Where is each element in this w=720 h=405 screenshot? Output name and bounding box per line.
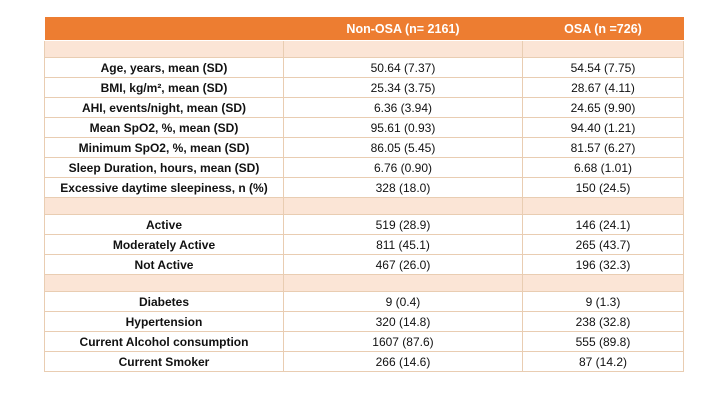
value-osa: 196 (32.3) <box>522 255 683 275</box>
row-label: Diabetes <box>45 292 284 312</box>
table-row <box>45 312 684 332</box>
value-non-osa: 328 (18.0) <box>283 178 522 198</box>
row-label: Current Alcohol consumption <box>45 332 284 352</box>
table-row <box>45 235 684 255</box>
header-cell-empty <box>45 17 284 41</box>
value-osa: 555 (89.8) <box>522 332 683 352</box>
row-label: Active <box>45 215 284 235</box>
value-osa: 94.40 (1.21) <box>522 118 683 138</box>
table-row <box>45 178 684 198</box>
value-osa: 28.67 (4.11) <box>522 78 683 98</box>
table-row <box>45 58 684 78</box>
table-row <box>45 292 684 312</box>
row-label: Age, years, mean (SD) <box>45 58 284 78</box>
row-label: AHI, events/night, mean (SD) <box>45 98 284 118</box>
row-label: Not Active <box>45 255 284 275</box>
table-row <box>45 98 684 118</box>
value-non-osa: 6.36 (3.94) <box>283 98 522 118</box>
characteristics-table <box>44 17 684 372</box>
row-label: Current Smoker <box>45 352 284 372</box>
value-non-osa: 811 (45.1) <box>283 235 522 255</box>
table-row <box>45 158 684 178</box>
spacer-cell <box>522 275 683 292</box>
value-non-osa: 266 (14.6) <box>283 352 522 372</box>
row-label: Sleep Duration, hours, mean (SD) <box>45 158 284 178</box>
value-non-osa: 1607 (87.6) <box>283 332 522 352</box>
spacer-cell <box>45 198 284 215</box>
table-row <box>45 215 684 235</box>
value-osa: 146 (24.1) <box>522 215 683 235</box>
value-osa: 9 (1.3) <box>522 292 683 312</box>
header-cell-osa: OSA (n =726) <box>522 17 683 41</box>
row-label: Mean SpO2, %, mean (SD) <box>45 118 284 138</box>
row-label: BMI, kg/m², mean (SD) <box>45 78 284 98</box>
table-header <box>45 17 684 41</box>
row-label: Minimum SpO2, %, mean (SD) <box>45 138 284 158</box>
value-osa: 238 (32.8) <box>522 312 683 332</box>
spacer-cell <box>283 198 522 215</box>
spacer-row <box>45 275 684 292</box>
spacer-cell <box>522 41 683 58</box>
table-row <box>45 118 684 138</box>
spacer-cell <box>522 198 683 215</box>
value-non-osa: 25.34 (3.75) <box>283 78 522 98</box>
value-osa: 81.57 (6.27) <box>522 138 683 158</box>
table-row <box>45 352 684 372</box>
value-non-osa: 9 (0.4) <box>283 292 522 312</box>
value-non-osa: 86.05 (5.45) <box>283 138 522 158</box>
table-row <box>45 332 684 352</box>
table-row <box>45 255 684 275</box>
table-row <box>45 138 684 158</box>
value-osa: 54.54 (7.75) <box>522 58 683 78</box>
spacer-cell <box>45 41 284 58</box>
header-row <box>45 17 684 41</box>
spacer-cell <box>283 41 522 58</box>
value-non-osa: 467 (26.0) <box>283 255 522 275</box>
value-non-osa: 95.61 (0.93) <box>283 118 522 138</box>
row-label: Moderately Active <box>45 235 284 255</box>
characteristics-table-container <box>44 17 684 372</box>
value-osa: 6.68 (1.01) <box>522 158 683 178</box>
value-osa: 265 (43.7) <box>522 235 683 255</box>
table-body <box>45 41 684 372</box>
table-row <box>45 78 684 98</box>
spacer-cell <box>283 275 522 292</box>
row-label: Hypertension <box>45 312 284 332</box>
value-non-osa: 519 (28.9) <box>283 215 522 235</box>
value-non-osa: 50.64 (7.37) <box>283 58 522 78</box>
row-label: Excessive daytime sleepiness, n (%) <box>45 178 284 198</box>
header-cell-non-osa: Non-OSA (n= 2161) <box>283 17 522 41</box>
value-non-osa: 6.76 (0.90) <box>283 158 522 178</box>
spacer-row <box>45 198 684 215</box>
value-osa: 150 (24.5) <box>522 178 683 198</box>
value-non-osa: 320 (14.8) <box>283 312 522 332</box>
value-osa: 87 (14.2) <box>522 352 683 372</box>
spacer-cell <box>45 275 284 292</box>
value-osa: 24.65 (9.90) <box>522 98 683 118</box>
spacer-row <box>45 41 684 58</box>
